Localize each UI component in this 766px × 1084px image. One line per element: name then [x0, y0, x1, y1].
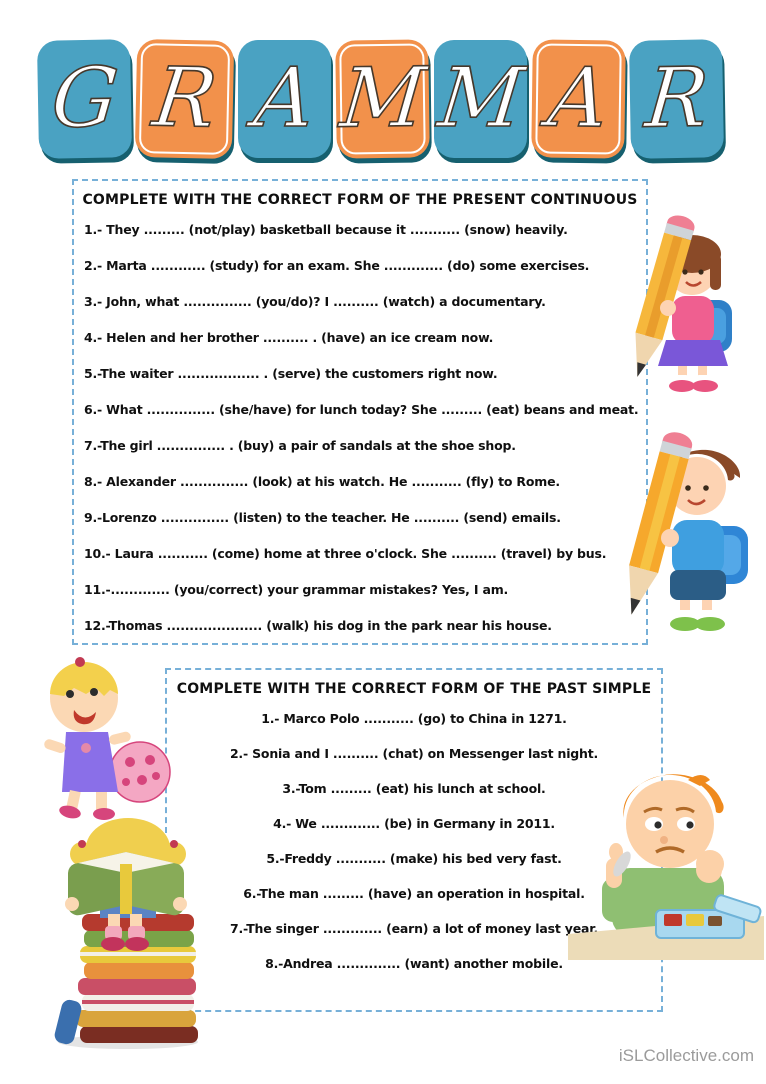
- exercise-item: 2.- Sonia and I .......... (chat) on Messenger last night.: [229, 746, 599, 761]
- title-grammar: [38, 40, 728, 158]
- exercise-item: 6.- What ............... (she/have) for lunch today? She ......... (eat) beans and meat.: [84, 401, 639, 417]
- title-letter: R: [147, 50, 222, 147]
- title-letter: A: [249, 51, 320, 146]
- exercise-item: 9.-Lorenzo ............... (listen) to the teacher. He .......... (send) emails.: [84, 509, 561, 525]
- exercise-item: 7.-The girl ............... . (buy) a pair of sandals at the shoe shop.: [84, 437, 516, 453]
- title-tile: [238, 40, 331, 158]
- exercise-item: 3.-Tom ......... (eat) his lunch at school.: [282, 781, 546, 796]
- title-tile: [135, 39, 234, 159]
- girl-with-pencil-image: [608, 212, 748, 394]
- exercise-item: 4.- We ............. (be) in Germany in 2011.: [273, 816, 555, 831]
- exercise-item: 6.-The man ......... (have) an operation in hospital.: [243, 886, 585, 901]
- title-tile: [531, 39, 626, 158]
- exercise-item: 10.- Laura ........... (come) home at three o'clock. She .......... (travel) by bus.: [84, 545, 607, 561]
- exercise-item: 5.-The waiter .................. . (serve) the customers right now.: [84, 365, 498, 381]
- girl-with-pencil-icon: [608, 212, 748, 394]
- exercise-item: 7.-The singer ............. (earn) a lot of money last year.: [230, 921, 598, 936]
- sad-boy-lunchbox-image: [568, 742, 764, 960]
- boy-with-pencil-image: [596, 422, 764, 634]
- exercise-list: [84, 211, 646, 643]
- title-tile: [434, 40, 527, 158]
- islcollective-watermark: iSLCollective.com: [618, 1046, 754, 1065]
- girl-on-books-icon: [38, 812, 206, 1050]
- title-tile: [37, 39, 132, 159]
- exercise-item: 1.- They ......... (not/play) basketball because it ........... (snow) heavily.: [84, 221, 568, 237]
- girl-on-books-image: [38, 812, 206, 1050]
- exercise-item: 5.-Freddy ........... (make) his bed very fast.: [266, 851, 562, 866]
- section-header: COMPLETE WITH THE CORRECT FORM OF THE PRESENT CONTINUOUS: [82, 192, 638, 208]
- exercise-item: 4.- Helen and her brother .......... . (have) an ice cream now.: [84, 329, 494, 345]
- title-letter: G: [47, 50, 122, 147]
- exercise-item: 1.- Marco Polo ........... (go) to China in 1271.: [261, 711, 567, 726]
- exercise-item: 3.- John, what ............... (you/do)? I .......... (watch) a documentary.: [84, 293, 546, 309]
- section-header: COMPLETE WITH THE CORRECT FORM OF THE PAST SIMPLE: [176, 681, 652, 697]
- title-letter: M: [336, 50, 429, 147]
- toddler-with-ball-image: [22, 650, 178, 822]
- boy-with-pencil-icon: [596, 422, 764, 634]
- title-letter: M: [433, 51, 528, 146]
- exercise-item: 8.-Andrea .............. (want) another mobile.: [265, 956, 563, 971]
- exercise-item: 11.-............. (you/correct) your grammar mistakes? Yes, I am.: [84, 581, 509, 597]
- exercise-item: 2.- Marta ............ (study) for an exam. She ............. (do) some exercises.: [84, 257, 590, 273]
- title-tile: [629, 39, 724, 159]
- title-tile: [335, 39, 430, 158]
- title-letter: R: [641, 50, 712, 147]
- exercise-item: 8.- Alexander ............... (look) at his watch. He ........... (fly) to Rome.: [84, 473, 560, 489]
- section-present-continuous: [72, 179, 648, 645]
- sad-boy-lunchbox-icon: [568, 742, 764, 960]
- toddler-with-ball-icon: [22, 650, 178, 822]
- title-letter: A: [543, 50, 614, 147]
- exercise-item: 12.-Thomas ..................... (walk) his dog in the park near his house.: [84, 617, 552, 633]
